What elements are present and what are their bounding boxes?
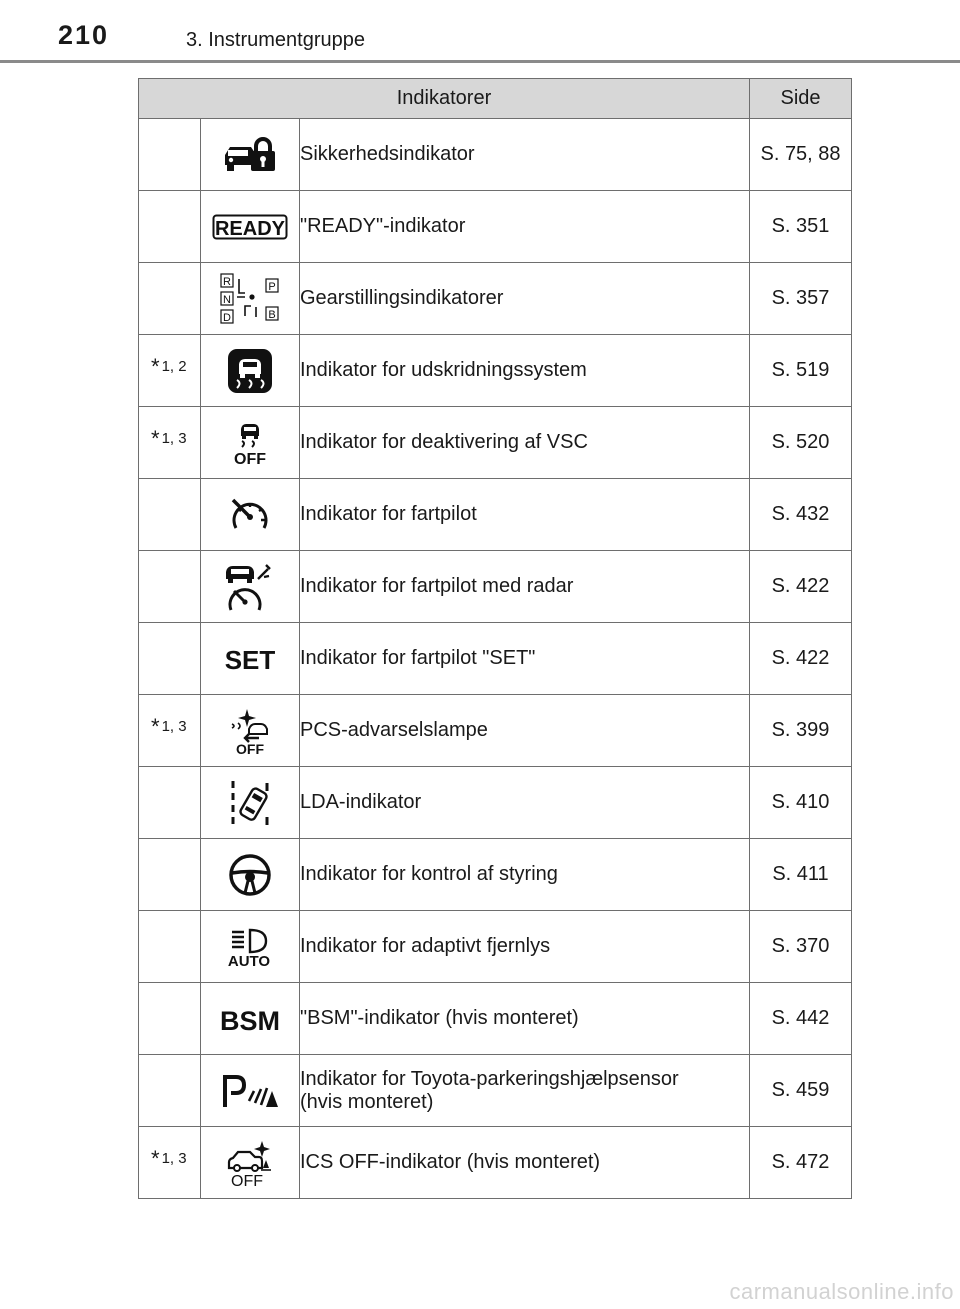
- auto-high-beam-icon: [201, 926, 299, 968]
- footnote-refs: 1, 3: [161, 430, 187, 447]
- steering-wheel-icon: [201, 852, 299, 898]
- indicator-icon-cell: [201, 623, 300, 695]
- svg-text:P: P: [268, 280, 276, 293]
- svg-text:OFF: OFF: [231, 1172, 263, 1187]
- indicator-icon-cell: [201, 1127, 300, 1199]
- cruise-control-icon: [201, 494, 299, 536]
- footnote-cell: [139, 191, 201, 263]
- indicator-icon-cell: [201, 983, 300, 1055]
- indicator-icon-cell: [201, 263, 300, 335]
- description-line: Indikator for adaptivt fjernlys: [300, 935, 551, 957]
- indicator-description: [300, 911, 750, 983]
- footnote-cell: [139, 407, 201, 479]
- table-row: [139, 479, 852, 551]
- indicator-icon-cell: [201, 119, 300, 191]
- indicator-icon-cell: [201, 479, 300, 551]
- pcs-off-icon: [201, 707, 299, 755]
- indicator-description: [300, 839, 750, 911]
- lda-icon: [201, 779, 299, 827]
- page-reference: S. 520: [750, 407, 852, 479]
- svg-text:B: B: [268, 308, 276, 321]
- indicator-icon-cell: [201, 335, 300, 407]
- description-line: Indikator for kontrol af styring: [300, 863, 558, 885]
- page-reference: S. 399: [750, 695, 852, 767]
- bsm-icon: [201, 1004, 299, 1034]
- table-row: [139, 335, 852, 407]
- page-reference: S. 472: [750, 1127, 852, 1199]
- footnote-refs: 1, 2: [161, 358, 187, 375]
- description-line: Sikkerhedsindikator: [300, 143, 475, 165]
- ics-off-icon: [201, 1139, 299, 1187]
- watermark: carmanualsonline.info: [729, 1279, 954, 1304]
- svg-text:OFF: OFF: [236, 740, 264, 755]
- indicator-icon-cell: [201, 551, 300, 623]
- description-line: LDA-indikator: [300, 791, 422, 813]
- description-line: "BSM"-indikator (hvis monteret): [300, 1007, 579, 1029]
- table-row: [139, 983, 852, 1055]
- asterisk-icon: *: [151, 1146, 160, 1171]
- table-row: [139, 119, 852, 191]
- set-icon: [201, 645, 299, 673]
- footnote-marker: [139, 695, 200, 737]
- indicator-description: [300, 263, 750, 335]
- indicator-description: [300, 191, 750, 263]
- footnote-cell: [139, 911, 201, 983]
- footnote-marker: [139, 335, 200, 377]
- page-reference: S. 75, 88: [750, 119, 852, 191]
- page-reference: S. 442: [750, 983, 852, 1055]
- security-lock-car-icon: [201, 135, 299, 175]
- footnote-cell: [139, 119, 201, 191]
- page-reference: S. 410: [750, 767, 852, 839]
- description-line: Indikator for Toyota-parkeringshjælpsensor: [300, 1067, 679, 1090]
- svg-text:N: N: [223, 293, 231, 306]
- footnote-cell: [139, 839, 201, 911]
- page-reference: S. 411: [750, 839, 852, 911]
- page-reference: S. 370: [750, 911, 852, 983]
- table-row: [139, 263, 852, 335]
- header-page: Side: [750, 79, 852, 119]
- description-line: Indikator for deaktivering af VSC: [300, 431, 588, 453]
- footnote-cell: [139, 551, 201, 623]
- indicator-icon-cell: [201, 911, 300, 983]
- indicator-description: [300, 119, 750, 191]
- footnote-cell: [139, 767, 201, 839]
- footnote-marker: [139, 407, 200, 449]
- table-row: [139, 911, 852, 983]
- asterisk-icon: *: [151, 714, 160, 739]
- footnote-refs: 1, 3: [161, 718, 187, 735]
- gear-position-icon: [201, 273, 299, 325]
- asterisk-icon: *: [151, 426, 160, 451]
- ready-icon: [201, 214, 299, 240]
- table-header-row: [139, 79, 852, 119]
- indicator-icon-cell: [201, 1055, 300, 1127]
- description-line: Indikator for fartpilot: [300, 503, 477, 525]
- page-reference: S. 432: [750, 479, 852, 551]
- svg-text:SET: SET: [224, 644, 276, 673]
- vsc-off-icon: [201, 420, 299, 466]
- page-reference: S. 422: [750, 623, 852, 695]
- svg-text:AUTO: AUTO: [227, 952, 271, 968]
- footnote-cell: [139, 263, 201, 335]
- description-line: (hvis monteret): [300, 1090, 434, 1113]
- asterisk-icon: *: [151, 354, 160, 379]
- description-line: PCS-advarselslampe: [300, 719, 488, 741]
- page-reference: S. 519: [750, 335, 852, 407]
- parking-sensor-icon: [201, 1071, 299, 1111]
- table-row: [139, 767, 852, 839]
- page-reference: S. 357: [750, 263, 852, 335]
- footnote-cell: [139, 335, 201, 407]
- table-row: [139, 839, 852, 911]
- indicator-description: [300, 983, 750, 1055]
- footnote-cell: [139, 623, 201, 695]
- page-number: 210: [58, 20, 110, 50]
- indicator-icon-cell: [201, 839, 300, 911]
- indicator-icon-cell: [201, 767, 300, 839]
- description-line: Indikator for udskridningssystem: [300, 359, 587, 381]
- indicator-description: [300, 407, 750, 479]
- description-line: ICS OFF-indikator (hvis monteret): [300, 1151, 601, 1173]
- indicator-description: [300, 1127, 750, 1199]
- footnote-cell: [139, 1127, 201, 1199]
- description-line: Indikator for fartpilot "SET": [300, 647, 536, 669]
- page-reference: S. 351: [750, 191, 852, 263]
- header-indicators: Indikatorer: [139, 79, 750, 119]
- table-row: [139, 1127, 852, 1199]
- indicator-description: [300, 335, 750, 407]
- page-reference: S. 422: [750, 551, 852, 623]
- page-header: [0, 0, 960, 64]
- slip-indicator-icon: [201, 348, 299, 394]
- indicator-icon-cell: [201, 695, 300, 767]
- page-reference: S. 459: [750, 1055, 852, 1127]
- svg-text:D: D: [223, 311, 231, 324]
- footnote-refs: 1, 3: [161, 1150, 187, 1167]
- indicator-description: [300, 479, 750, 551]
- footnote-cell: [139, 695, 201, 767]
- indicator-description: [300, 623, 750, 695]
- table-row: [139, 623, 852, 695]
- description-line: "READY"-indikator: [300, 215, 466, 237]
- section-title: 3. Instrumentgruppe: [186, 29, 365, 51]
- header-divider: [0, 60, 960, 63]
- indicator-description: [300, 695, 750, 767]
- svg-text:OFF: OFF: [234, 450, 266, 466]
- svg-text:R: R: [223, 275, 231, 288]
- svg-text:BSM: BSM: [220, 1005, 280, 1034]
- footnote-marker: [139, 1127, 200, 1169]
- table-row: [139, 407, 852, 479]
- table-body: [139, 119, 852, 1199]
- indicator-description: [300, 1055, 750, 1127]
- description-line: Indikator for fartpilot med radar: [300, 575, 574, 597]
- indicator-table: [138, 78, 852, 1199]
- indicator-description: [300, 767, 750, 839]
- indicator-icon-cell: [201, 407, 300, 479]
- footnote-cell: [139, 479, 201, 551]
- radar-cruise-control-icon: [201, 561, 299, 613]
- footnote-cell: [139, 983, 201, 1055]
- description-line: Gearstillingsindikatorer: [300, 287, 504, 309]
- table-row: [139, 551, 852, 623]
- svg-text:READY: READY: [214, 217, 286, 240]
- footnote-cell: [139, 1055, 201, 1127]
- table-row: [139, 1055, 852, 1127]
- indicator-description: [300, 551, 750, 623]
- table-row: [139, 695, 852, 767]
- table-row: [139, 191, 852, 263]
- indicator-icon-cell: [201, 191, 300, 263]
